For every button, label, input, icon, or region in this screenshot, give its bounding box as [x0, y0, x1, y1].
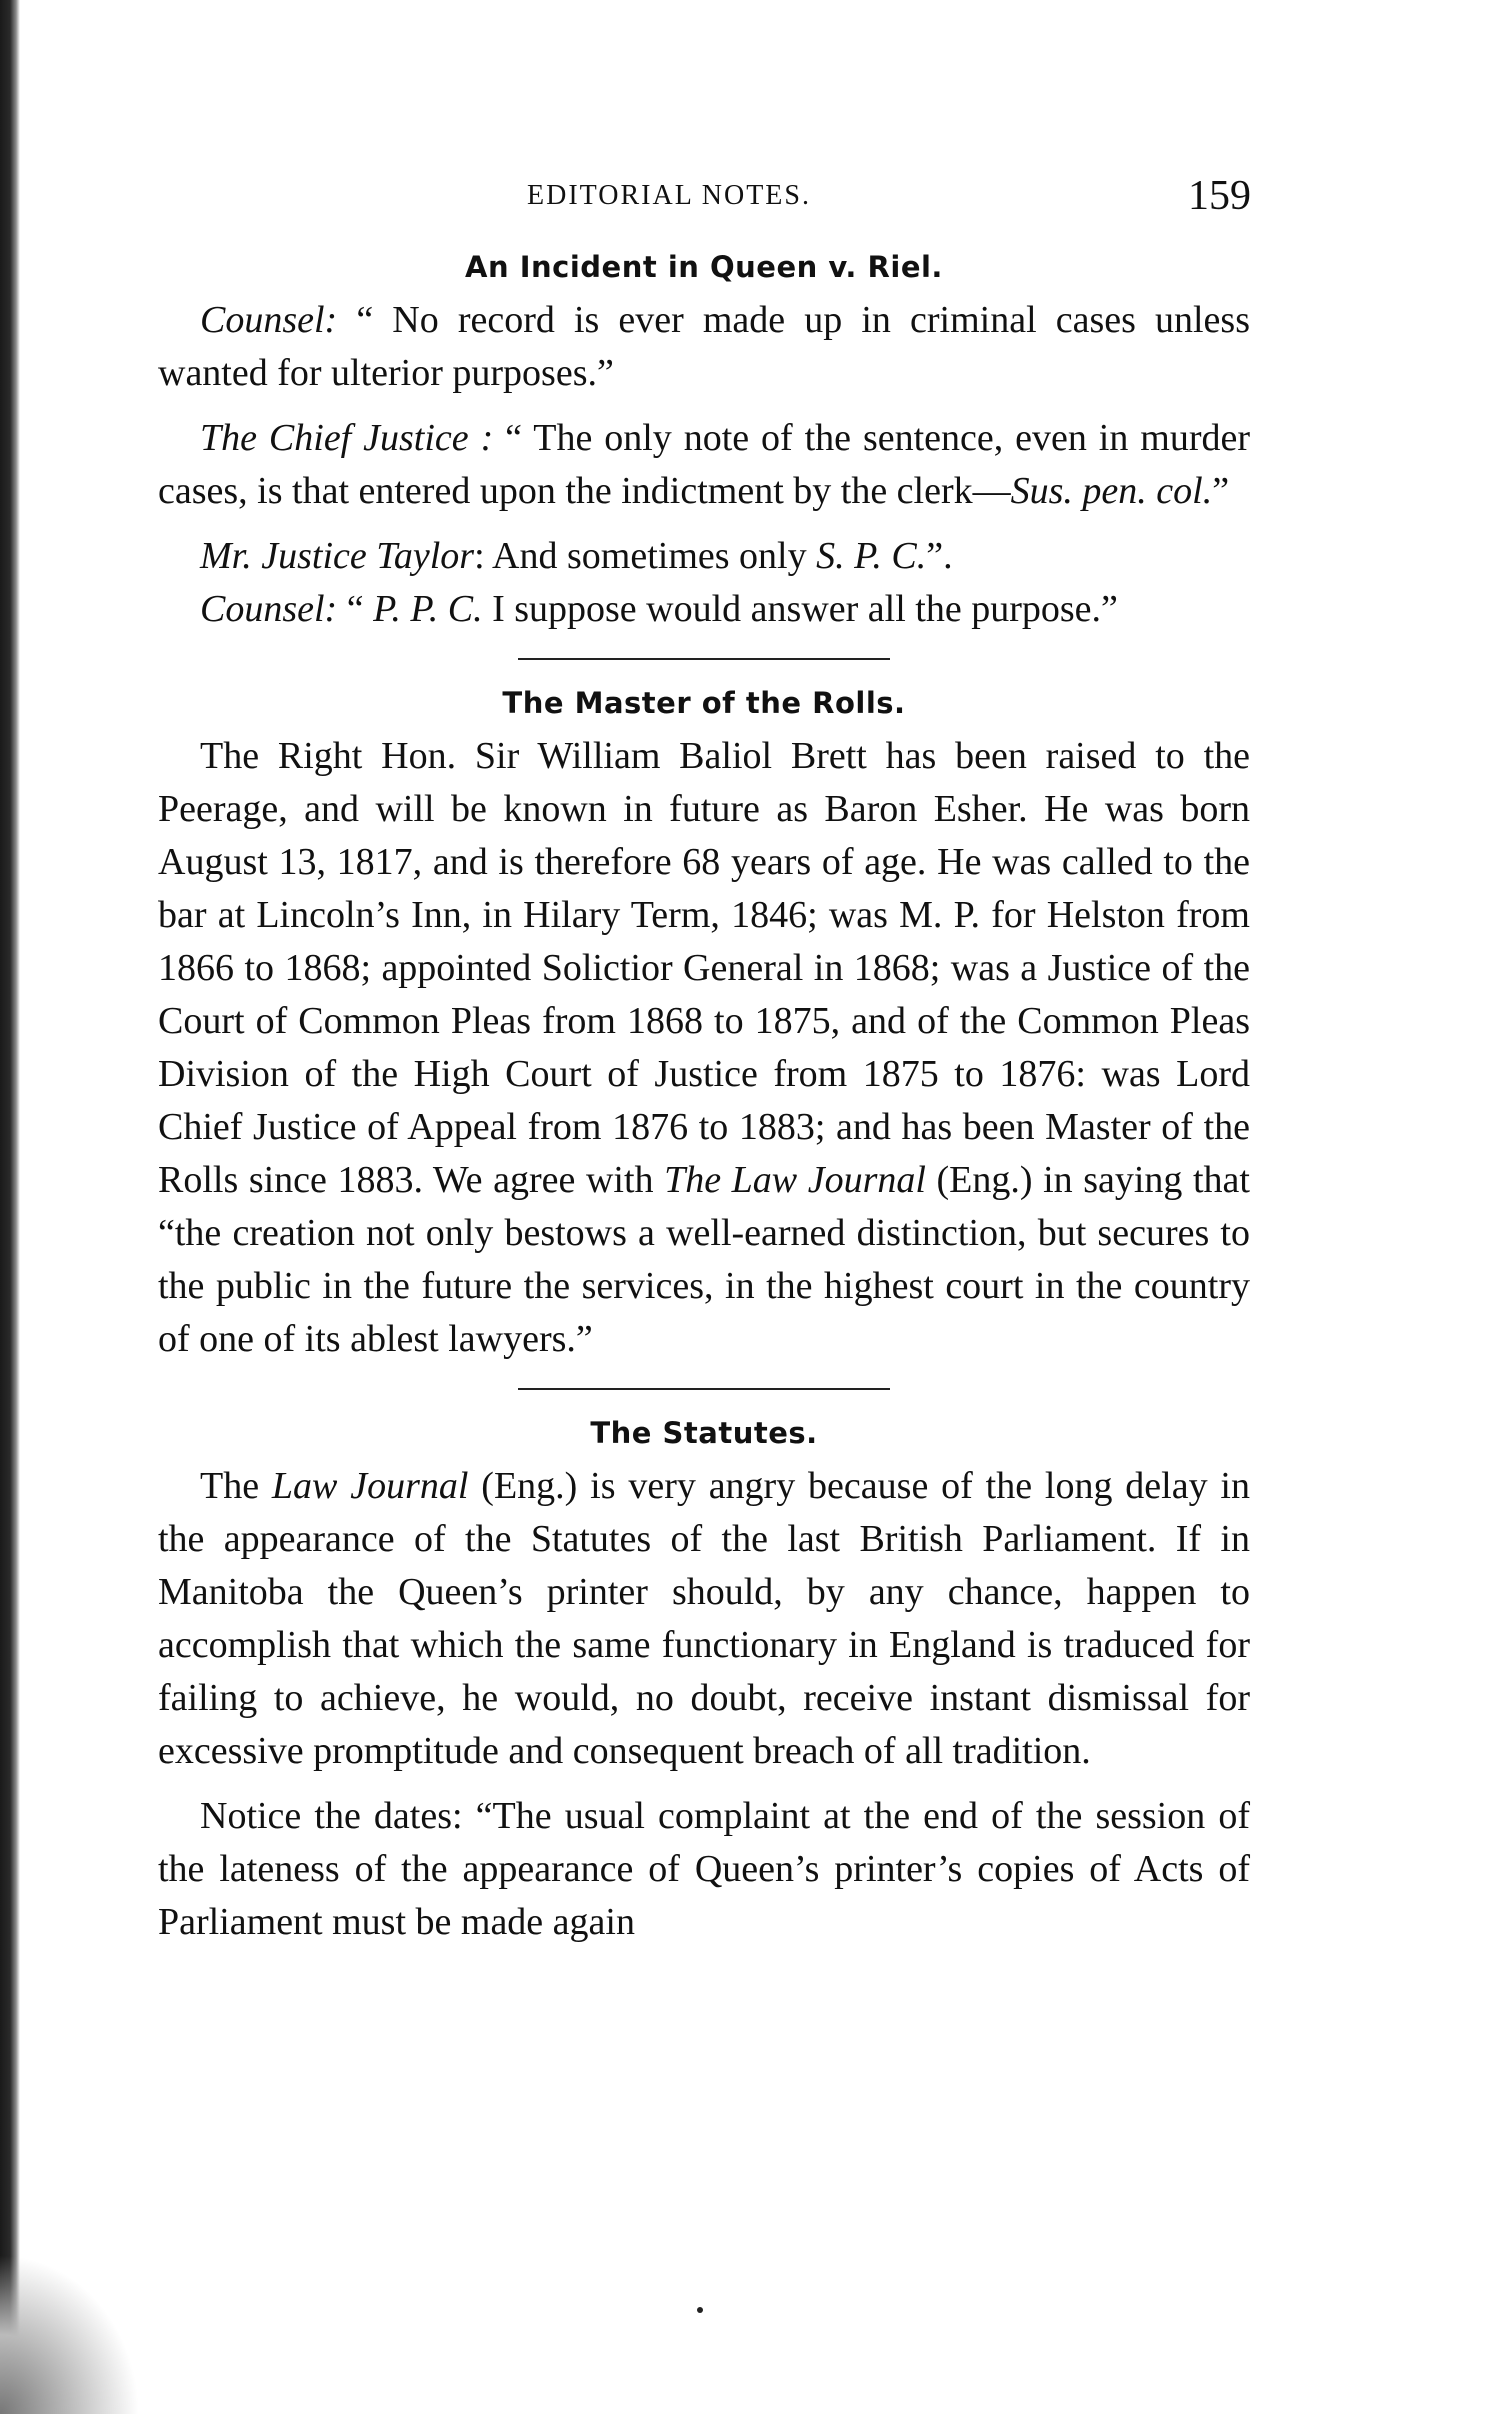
dialogue-text: “ [337, 588, 374, 630]
section-divider [518, 658, 890, 660]
paragraph-text: The Right Hon. Sir William Baliol Brett has been raised to the Peerage, and will be known in future as Baron Esher. He was born August 13, 1817, and is therefore 68 years of age. He was called to the bar at Lincoln’s Inn, in Hilary Term, 1846; was M. P. for Helston from 1866 to 1868; appointed Solictior General in 1868; was a Justice of the Court of Common Pleas from 1868 to 1875, and of the Common Pleas Division of the High Court of Justice from 1875 to 1876: was Lord Chief Justice of Appeal from 1876 to 1883; and has been Master of the Rolls since 1883. We agree with [158, 735, 1250, 1201]
page-content [158, 250, 1250, 1949]
dialogue-text: “ No record is ever made up in criminal cases unless wanted for ulterior purposes.” [158, 299, 1250, 394]
page-stain [0, 2254, 140, 2414]
dialogue-text: “ The only note of the sentence, even in murder cases, is that entered upon the indictment by the clerk— [158, 417, 1251, 512]
page-binding-edge [0, 0, 20, 2414]
dialogue-italic: S. P. C. [816, 535, 927, 577]
ink-dot [697, 2307, 703, 2313]
dialogue-tail: ” [1212, 470, 1230, 512]
speaker-justice-taylor: Mr. Justice Taylor [200, 535, 475, 577]
dialogue-line-1 [158, 294, 1250, 400]
dialogue-text: : And sometimes only [474, 535, 817, 577]
dialogue-line-4 [158, 583, 1250, 636]
dialogue-tail: ”. [926, 535, 953, 577]
dialogue-italic: P. P. C. [373, 588, 483, 630]
speaker-counsel: Counsel: [200, 299, 338, 341]
paragraph-text: The [200, 1465, 272, 1507]
section-heading-queen-v-riel: An Incident in Queen v. Riel. [465, 250, 943, 284]
paragraph-text-end: (Eng.) is very angry because of the long delay in the appearance of the Statutes of the last British Parliament. If in Manitoba the Queen’s printer should, by any chance, happen to accomplish that which the same functionary in England is traduced for failing to achieve, he would, no doubt, receive instant dismissal for excessive promptitude and consequent breach of all tradition. [158, 1465, 1250, 1772]
paragraph-italic: The Law Journal [664, 1159, 926, 1201]
dialogue-italic: Sus. pen. col. [1010, 470, 1213, 512]
paragraph-italic: Law Journal [271, 1465, 469, 1507]
running-head: EDITORIAL NOTES. [527, 180, 811, 211]
paragraph-text-end: (Eng.) in saying that “the creation not only bestows a well-earned distinction, but secures to the public in the future the services, in the highest court in the country of one of its ablest lawyers.” [158, 1159, 1250, 1360]
paragraph-master-of-rolls [158, 730, 1250, 1366]
dialogue-line-3 [158, 530, 1250, 583]
section-heading-statutes: The Statutes. [590, 1416, 818, 1450]
speaker-chief-justice: The Chief Justice : [200, 417, 494, 459]
speaker-counsel: Counsel: [200, 588, 338, 630]
dialogue-tail: I suppose would answer all the purpose.” [482, 588, 1118, 630]
page-number: 159 [1188, 173, 1251, 219]
section-heading-master-of-rolls: The Master of the Rolls. [502, 686, 906, 720]
paragraph-statutes-1 [158, 1460, 1250, 1778]
paragraph-statutes-2: Notice the dates: “The usual complaint at the end of the session of the lateness of the appearance of Queen’s printer’s copies of Acts of Parliament must be made again [158, 1795, 1250, 1943]
section-divider [518, 1388, 890, 1390]
dialogue-line-2 [158, 412, 1250, 518]
